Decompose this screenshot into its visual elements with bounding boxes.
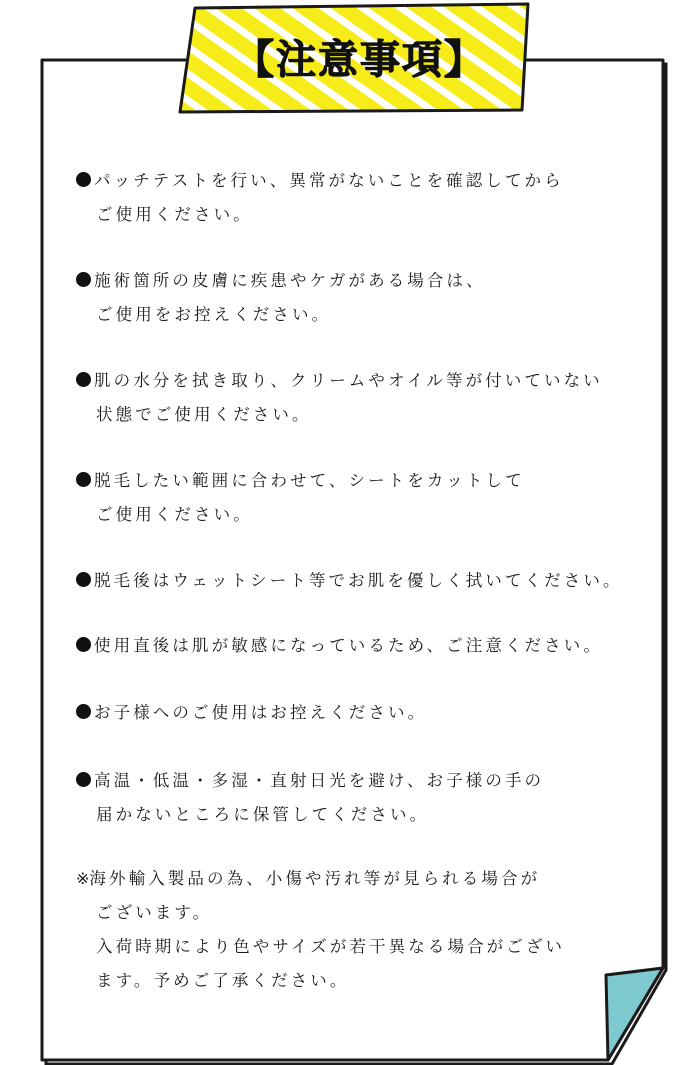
note-text: ございます。 <box>96 903 213 922</box>
note-text: ご使用ください。 <box>96 505 253 524</box>
note-item <box>76 564 666 598</box>
note-item <box>76 164 666 232</box>
note-line <box>76 964 666 998</box>
note-item <box>76 464 666 532</box>
note-line <box>76 498 666 532</box>
note-text: ご使用ください。 <box>96 205 253 224</box>
note-text: パッチテストを行い、異常がないことを確認してから <box>94 171 564 190</box>
note-line <box>76 464 666 498</box>
note-text: 施術箇所の皮膚に疾患やケガがある場合は、 <box>94 271 486 290</box>
note-text: 届かないところに保管してください。 <box>96 805 430 824</box>
note-line <box>76 264 666 298</box>
note-text: ます。予めご了承ください。 <box>96 971 350 990</box>
note-item <box>76 764 666 832</box>
note-line <box>76 764 666 798</box>
note-line <box>76 896 666 930</box>
note-mark: ※ <box>76 869 90 888</box>
note-text: 脱毛後はウェットシート等でお肌を優しく拭いてください。 <box>94 571 623 590</box>
bullet-icon <box>76 272 91 287</box>
note-text: 入荷時期により色やサイズが若干異なる場合がござい <box>96 937 566 956</box>
note-text: 高温・低温・多湿・直射日光を避け、お子様の手の <box>94 771 545 790</box>
note-text: 使用直後は肌が敏感になっているため、ご注意ください。 <box>94 636 603 655</box>
note-text: 状態でご使用ください。 <box>96 405 312 424</box>
note-text: 海外輸入製品の為、小傷や汚れ等が見られる場合が <box>89 869 541 888</box>
note-line <box>76 398 666 432</box>
note-text: 肌の水分を拭き取り、クリームやオイル等が付いていない <box>94 371 603 390</box>
bullet-icon <box>76 572 91 587</box>
note-item <box>76 264 666 332</box>
note-line <box>76 298 666 332</box>
note-line <box>76 798 666 832</box>
bullet-icon <box>76 772 91 787</box>
note-line <box>76 696 666 730</box>
bullet-icon <box>76 704 91 719</box>
note-line <box>76 629 666 663</box>
note-line <box>76 164 666 198</box>
bullet-icon <box>76 172 91 187</box>
note-line <box>76 364 666 398</box>
note-item <box>76 862 666 998</box>
note-text: お子様へのご使用はお控えください。 <box>94 703 428 722</box>
note-text: 脱毛したい範囲に合わせて、シートをカットして <box>94 471 525 490</box>
note-line <box>76 862 666 896</box>
note-item <box>76 364 666 432</box>
bullet-icon <box>76 637 91 652</box>
note-line <box>76 198 666 232</box>
note-line <box>76 930 666 964</box>
note-item <box>76 696 666 730</box>
bullet-icon <box>76 372 91 387</box>
note-item <box>76 629 666 663</box>
note-line <box>76 564 666 598</box>
page-title: 【注意事項】 <box>234 37 486 83</box>
bullet-icon <box>76 472 91 487</box>
note-text: ご使用をお控えください。 <box>96 305 332 324</box>
